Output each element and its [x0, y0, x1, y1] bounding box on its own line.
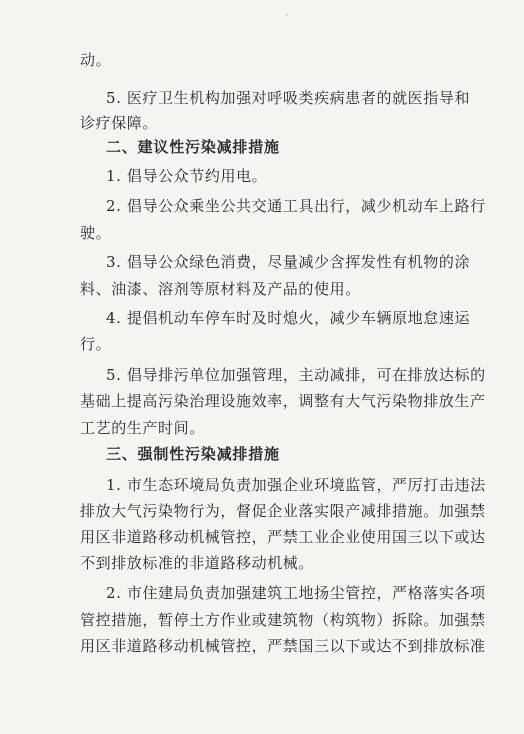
text-line: 用区非道路移动机械管控，严禁国三以下或达不到排放标准	[80, 637, 486, 655]
text-line: 1. 倡导公众节约用电。	[106, 167, 268, 185]
text-line: 5. 倡导排污单位加强管理，主动减排，可在排放达标的	[106, 366, 486, 384]
text-line: 工艺的生产时间。	[80, 419, 205, 437]
text-line: 排放大气污染物行为，督促企业落实限产减排措施。加强禁	[80, 502, 486, 520]
text-line: 诊疗保障。	[80, 114, 159, 132]
text-line: 4. 提倡机动车停车时及时熄火，减少车辆原地怠速运	[106, 309, 471, 327]
text-line: 基础上提高污染治理设施效率，调整有大气污染物排放生产	[80, 392, 486, 410]
text-line: 3. 倡导公众绿色消费，尽量减少含挥发性有机物的涂	[106, 253, 471, 271]
text-line: 行。	[80, 335, 112, 353]
section-heading: 三、强制性污染减排措施	[106, 445, 280, 463]
text-line: 料、油漆、溶剂等原材料及产品的使用。	[80, 280, 361, 298]
section-heading: 二、建议性污染减排措施	[106, 138, 280, 156]
text-line: 1. 市生态环境局负责加强企业环境监管，严厉打击违法	[106, 476, 486, 494]
text-line: 2. 市住建局负责加强建筑工地扬尘管控，严格落实各项	[106, 584, 486, 602]
text-line: 2. 倡导公众乘坐公共交通工具出行，减少机动车上路行	[106, 197, 486, 215]
page-speck	[286, 14, 288, 16]
text-line: 驶。	[80, 224, 112, 242]
text-line: 5. 医疗卫生机构加强对呼吸类疾病患者的就医指导和	[106, 89, 471, 107]
text-line: 管控措施，暂停土方作业或建筑物（构筑物）拆除。加强禁	[80, 611, 486, 629]
text-line: 用区非道路移动机械管控，严禁工业企业使用国三以下或达	[80, 528, 486, 546]
text-line: 动。	[80, 51, 112, 69]
text-line: 不到排放标准的非道路移动机械。	[80, 554, 315, 572]
